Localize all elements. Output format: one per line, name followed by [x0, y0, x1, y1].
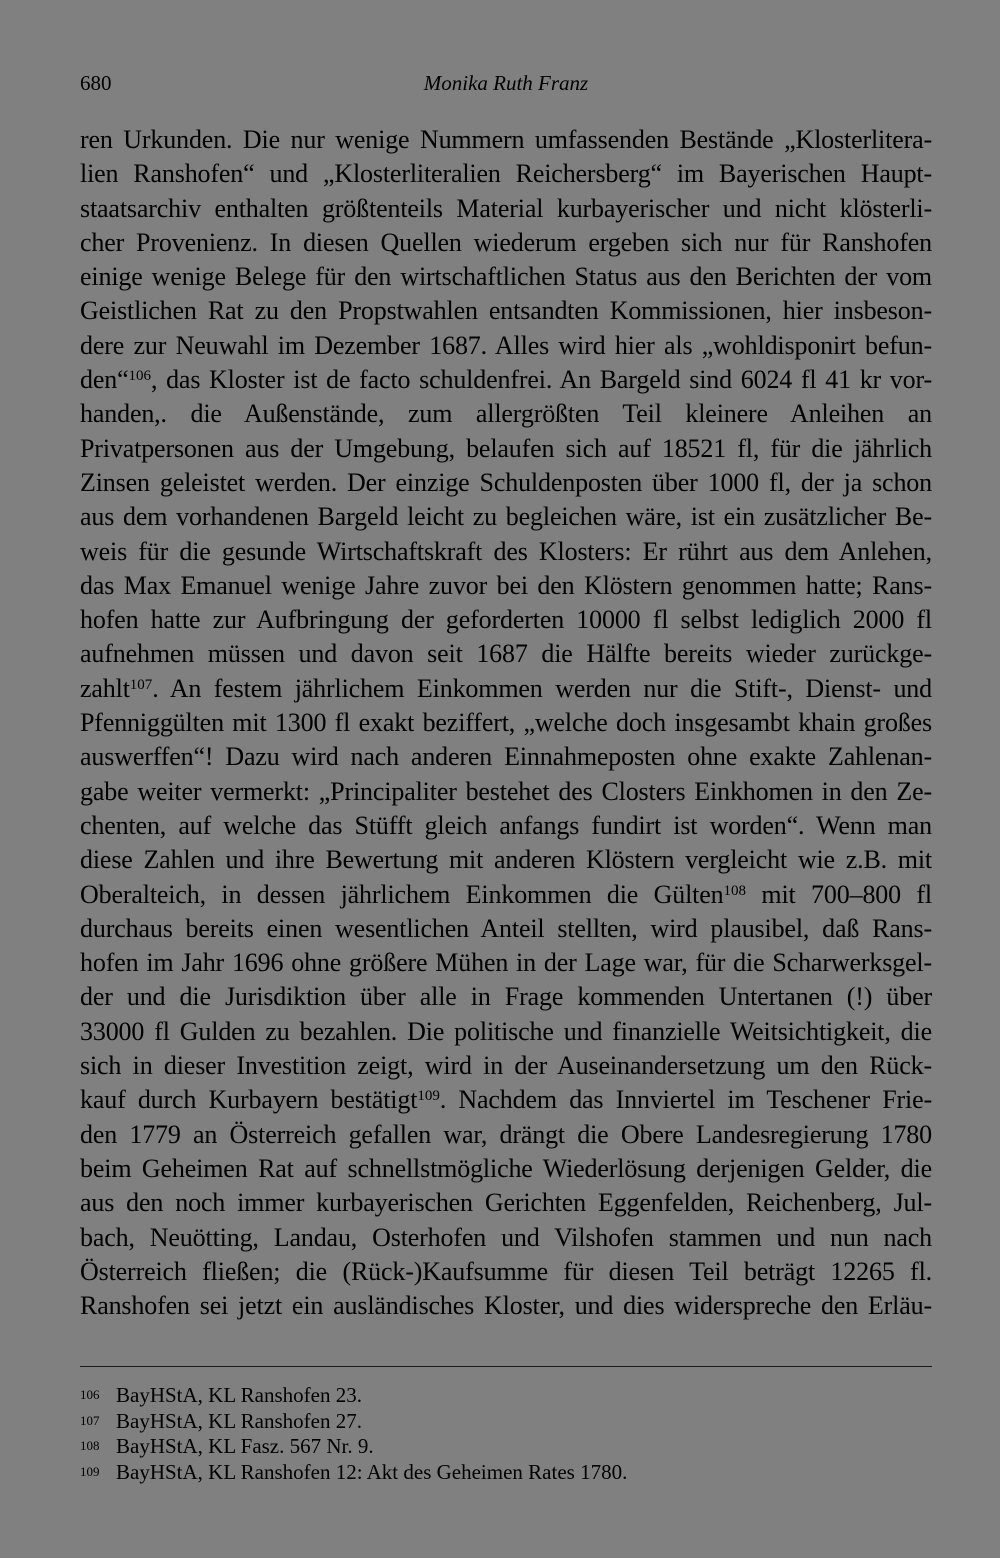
- footnote: [80, 1434, 932, 1460]
- text-run: Geistlichen Rat zu den Propstwahlen entsandten Kommissionen, hier insbeson-: [80, 296, 932, 326]
- text-run: dere zur Neuwahl im Dezember 1687. Alles wird hier als „wohldisponirt befun-: [80, 330, 932, 360]
- text-run: hofen im Jahr 1696 ohne größere Mühen in der Lage war, für die Scharwerksgel-: [80, 948, 932, 978]
- text-line: [80, 980, 932, 1014]
- text-line: [80, 603, 932, 637]
- text-line: [80, 809, 932, 843]
- text-run: sich in dieser Investition zeigt, wird in der Auseinandersetzung um den Rück-: [80, 1051, 932, 1081]
- text-run: den“: [80, 365, 129, 395]
- text-line: [80, 294, 932, 328]
- text-run: bach, Neuötting, Landau, Osterhofen und Vilshofen stammen und nun nach: [80, 1222, 932, 1252]
- text-line: [80, 946, 932, 980]
- text-run: 33000 fl Gulden zu bezahlen. Die politische und finanzielle Weitsichtigkeit, die: [80, 1016, 932, 1046]
- text-line: [80, 1015, 932, 1049]
- footnote-text: BayHStA, KL Fasz. 567 Nr. 9.: [116, 1434, 374, 1458]
- text-run: durchaus bereits einen wesentlichen Anteil stellten, wird plausibel, daß Rans-: [80, 913, 932, 943]
- text-line: [80, 1118, 932, 1152]
- running-head: [80, 66, 932, 100]
- text-line: [80, 123, 932, 157]
- text-line: [80, 775, 932, 809]
- text-run: chenten, auf welche das Stüfft gleich anfangs fundirt ist worden“. Wenn man: [80, 810, 932, 840]
- text-line: [80, 1221, 932, 1255]
- text-run: Privatpersonen aus der Umgebung, belaufen sich auf 18521 fl, für die jährlich: [80, 433, 932, 463]
- footnote: [80, 1409, 932, 1435]
- text-run: Oberalteich, in dessen jährlichem Einkommen die Gülten: [80, 879, 724, 909]
- text-line: [80, 1289, 932, 1323]
- text-line: [80, 1186, 932, 1220]
- text-line: [80, 1049, 932, 1083]
- footnote-reference: 109: [417, 1088, 440, 1105]
- text-run: hofen hatte zur Aufbringung der geforderten 10000 fl selbst lediglich 2000 fl: [80, 605, 932, 635]
- text-run: der und die Jurisdiktion über alle in Frage kommenden Untertanen (!) über: [80, 982, 932, 1012]
- text-line: [80, 637, 932, 671]
- text-line: [80, 569, 932, 603]
- text-run: weis für die gesunde Wirtschaftskraft des Klosters: Er rührt aus dem Anlehen,: [80, 536, 932, 566]
- text-line: [80, 843, 932, 877]
- text-run: ren Urkunden. Die nur wenige Nummern umfassenden Bestände „Klosterlitera-: [80, 125, 932, 154]
- text-line: [80, 1083, 932, 1117]
- text-run: gabe weiter vermerkt: „Principaliter bestehet des Closters Einkhomen in den Ze-: [80, 776, 932, 806]
- footnote-number: 106: [80, 1387, 100, 1402]
- text-line: [80, 226, 932, 260]
- text-line: [80, 260, 932, 294]
- text-run: diese Zahlen und ihre Bewertung mit anderen Klöstern vergleicht wie z.B. mit: [80, 845, 932, 875]
- text-run: das Max Emanuel wenige Jahre zuvor bei den Klöstern genommen hatte; Rans-: [80, 570, 932, 600]
- text-line: [80, 912, 932, 946]
- text-run: lien Ranshofen“ und „Klosterliteralien Reichersberg“ im Bayerischen Haupt-: [80, 159, 932, 189]
- text-line: [80, 740, 932, 774]
- text-line: [80, 466, 932, 500]
- footnote-text: BayHStA, KL Ranshofen 23.: [116, 1383, 362, 1407]
- text-line: [80, 535, 932, 569]
- text-run: mit 700–800 fl: [745, 879, 933, 909]
- text-run: zahlt: [80, 673, 130, 703]
- text-line: [80, 192, 932, 226]
- footnote-separator-rule: [80, 1366, 932, 1367]
- text-line: [80, 878, 932, 912]
- footnote-number: 107: [80, 1412, 100, 1428]
- footnote-text: BayHStA, KL Ranshofen 27.: [116, 1408, 362, 1433]
- text-run: Ranshofen sei jetzt ein ausländisches Kloster, und dies widerspreche den Erläu-: [80, 1291, 932, 1321]
- body-text: [80, 123, 932, 1323]
- text-line: [80, 1152, 932, 1186]
- footnote: [80, 1460, 932, 1486]
- running-title: Monika Ruth Franz: [423, 71, 589, 95]
- text-run: aufnehmen müssen und davon seit 1687 die Hälfte bereits wieder zurückge-: [80, 639, 932, 669]
- page-number: 680: [80, 71, 112, 95]
- text-run: kauf durch Kurbayern bestätigt: [80, 1085, 418, 1115]
- footnote-reference: 106: [128, 368, 151, 385]
- text-line: [80, 329, 932, 363]
- text-run: Österreich fließen; die (Rück-)Kaufsumme für diesen Teil beträgt 12265 fl.: [80, 1256, 932, 1286]
- text-run: staatsarchiv enthalten größtenteils Material kurbayerischer und nicht klösterli-: [80, 193, 932, 223]
- text-line: [80, 706, 932, 740]
- footnote-reference: 108: [723, 882, 746, 899]
- footnote-reference: 107: [129, 676, 153, 693]
- text-run: cher Provenienz. In diesen Quellen wiederum ergeben sich nur für Ranshofen: [80, 227, 932, 257]
- text-run: Zinsen geleistet werden. Der einzige Schuldenposten über 1000 fl, der ja schon: [80, 467, 932, 497]
- text-run: Pfenniggülten mit 1300 fl exakt beziffert, „welche doch insgesambt khain großes: [80, 708, 932, 738]
- text-run: . Nachdem das Innviertel im Teschener Frie-: [439, 1085, 932, 1115]
- text-line: [80, 157, 932, 191]
- footnote-number: 108: [80, 1438, 100, 1453]
- text-line: [80, 1255, 932, 1289]
- text-line: [80, 500, 932, 534]
- footnotes: [80, 1383, 932, 1485]
- text-run: aus dem vorhandenen Bargeld leicht zu begleichen wäre, ist ein zusätzlicher Be-: [80, 502, 932, 532]
- text-line: [80, 397, 932, 431]
- text-line: [80, 363, 932, 397]
- footnote-text: BayHStA, KL Ranshofen 12: Akt des Geheimen Rates 1780.: [116, 1459, 628, 1484]
- footnote: [80, 1383, 932, 1409]
- footnote-number: 109: [80, 1463, 100, 1479]
- text-run: den 1779 an Österreich gefallen war, drängt die Obere Landesregierung 1780: [80, 1119, 932, 1149]
- text-run: handen,. die Außenstände, zum allergrößten Teil kleinere Anleihen an: [80, 399, 932, 429]
- text-run: . An festem jährlichem Einkommen werden nur die Stift-, Dienst- und: [152, 673, 932, 703]
- text-run: aus den noch immer kurbayerischen Gerichten Eggenfelden, Reichenberg, Jul-: [80, 1188, 932, 1218]
- text-run: , das Kloster ist de facto schuldenfrei. An Bargeld sind 6024 fl 41 kr vor-: [150, 365, 932, 395]
- text-run: auswerffen“! Dazu wird nach anderen Einnahmeposten ohne exakte Zahlenan-: [80, 742, 932, 772]
- text-line: [80, 432, 932, 466]
- text-run: einige wenige Belege für den wirtschaftlichen Status aus den Berichten der vom: [80, 262, 932, 292]
- text-line: [80, 672, 932, 706]
- text-run: beim Geheimen Rat auf schnellstmögliche Wiederlösung derjenigen Gelder, die: [80, 1153, 932, 1183]
